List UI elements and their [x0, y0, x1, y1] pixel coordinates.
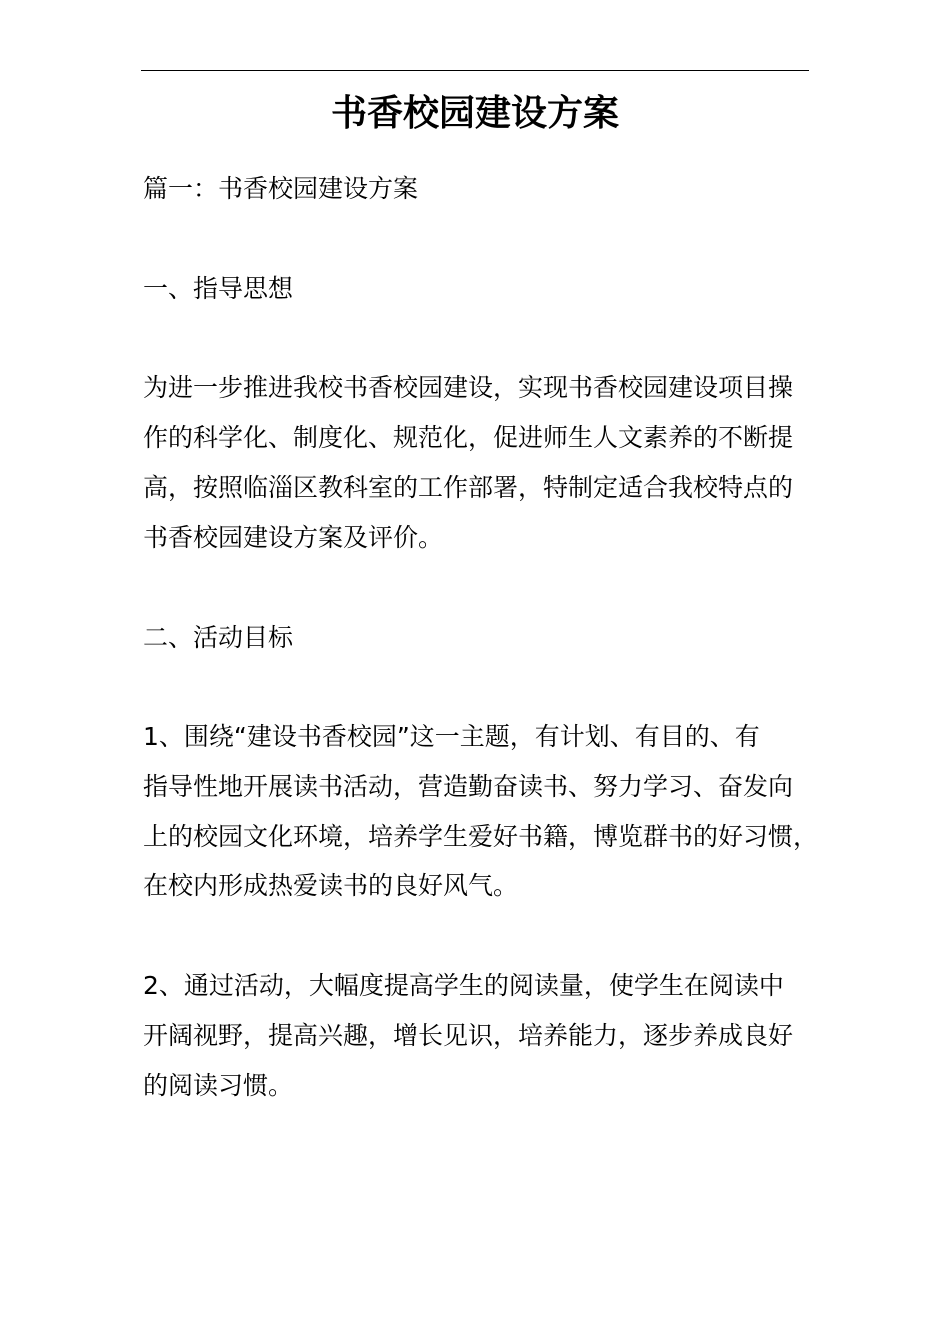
paragraph-line: 开阔视野，提高兴趣，增长见识，培养能力，逐步养成良好	[143, 1021, 794, 1050]
paragraph-line: 高，按照临淄区教科室的工作部署，特制定适合我校特点的	[143, 473, 794, 502]
header-rule	[141, 70, 809, 71]
paragraph-line: 2、通过活动，大幅度提高学生的阅读量，使学生在阅读中	[143, 971, 784, 1000]
paragraph-line: 作的科学化、制度化、规范化，促进师生人文素养的不断提	[143, 423, 794, 452]
document-subtitle: 篇一：书香校园建设方案	[143, 174, 419, 203]
paragraph-line: 书香校园建设方案及评价。	[143, 523, 444, 552]
section-heading-guiding-thought: 一、指导思想	[143, 274, 294, 303]
paragraph-line: 在校内形成热爱读书的良好风气。	[143, 871, 519, 900]
paragraph-line: 1、围绕“建设书香校园”这一主题，有计划、有目的、有	[143, 722, 760, 751]
paragraph-line: 为进一步推进我校书香校园建设，实现书香校园建设项目操	[143, 373, 794, 402]
paragraph-line: 上的校园文化环境，培养学生爱好书籍，博览群书的好习惯，	[143, 822, 819, 851]
paragraph-line: 指导性地开展读书活动，营造勤奋读书、努力学习、奋发向	[143, 772, 794, 801]
section-heading-activity-goals: 二、活动目标	[143, 623, 294, 652]
paragraph-line: 的阅读习惯。	[143, 1071, 294, 1100]
document-title: 书香校园建设方案	[330, 93, 619, 134]
